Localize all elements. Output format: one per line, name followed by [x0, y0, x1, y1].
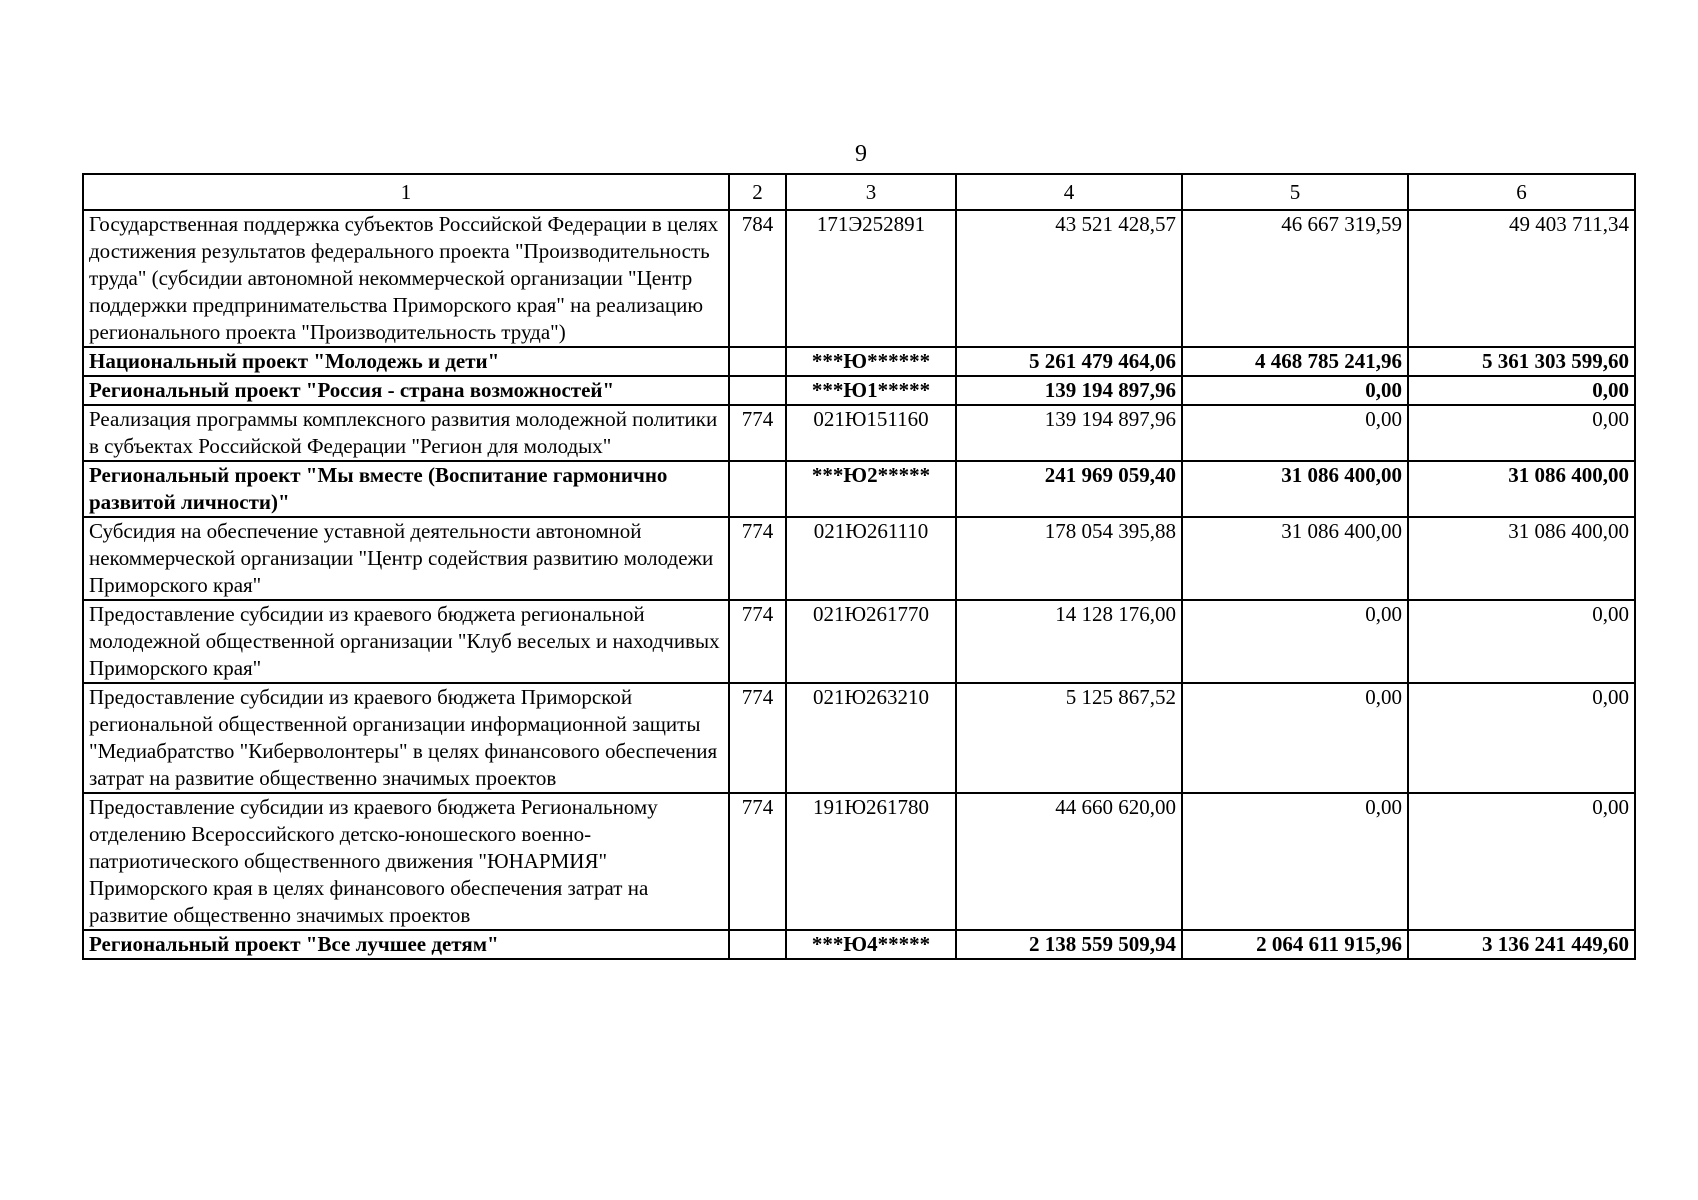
budget-table: [82, 173, 1636, 960]
row-value-col5-cell: 31 086 400,00: [1182, 461, 1408, 517]
row-value-col5-cell: 0,00: [1182, 405, 1408, 461]
row-classifier-cell: 021Ю151160: [786, 405, 956, 461]
row-code-cell: [729, 461, 786, 517]
table-row: [83, 347, 1635, 376]
row-name-cell: Региональный проект "Мы вместе (Воспитание гармонично развитой личности)": [83, 461, 729, 517]
header-col-6: 6: [1408, 174, 1635, 210]
row-value-col6-cell: 31 086 400,00: [1408, 517, 1635, 600]
row-name-cell: Национальный проект "Молодежь и дети": [83, 347, 729, 376]
row-value-col4-cell: 139 194 897,96: [956, 405, 1182, 461]
header-col-4: 4: [956, 174, 1182, 210]
row-name-cell: Предоставление субсидии из краевого бюджета Региональному отделению Всероссийского детско-юношеского военно-патриотического общественного движения "ЮНАРМИЯ" Приморского края в целях финансового обеспечения затрат на развитие общественно значимых проектов: [83, 793, 729, 930]
header-row: [83, 174, 1635, 210]
header-col-5: 5: [1182, 174, 1408, 210]
row-value-col5-cell: 0,00: [1182, 793, 1408, 930]
row-value-col4-cell: 43 521 428,57: [956, 210, 1182, 347]
row-code-cell: 774: [729, 405, 786, 461]
row-name-cell: Реализация программы комплексного развития молодежной политики в субъектах Российской Федерации "Регион для молодых": [83, 405, 729, 461]
row-name-cell: Государственная поддержка субъектов Российской Федерации в целях достижения результатов федерального проекта "Производительность труда" (субсидии автономной некоммерческой организации "Центр поддержки предпринимательства Приморского края" на реализацию регионального проекта "Производительность труда"): [83, 210, 729, 347]
row-code-cell: [729, 347, 786, 376]
row-value-col6-cell: 0,00: [1408, 683, 1635, 793]
table-row: [83, 930, 1635, 959]
row-name-cell: Региональный проект "Россия - страна возможностей": [83, 376, 729, 405]
row-classifier-cell: ***Ю2*****: [786, 461, 956, 517]
row-code-cell: [729, 930, 786, 959]
row-classifier-cell: 021Ю261110: [786, 517, 956, 600]
table-row: [83, 376, 1635, 405]
row-code-cell: 774: [729, 683, 786, 793]
table-body: [83, 210, 1635, 959]
row-name-cell: Предоставление субсидии из краевого бюджета Приморской региональной общественной организации информационной защиты "Медиабратство "Киберволонтеры" в целях финансового обеспечения затрат на развитие общественно значимых проектов: [83, 683, 729, 793]
row-value-col5-cell: 0,00: [1182, 600, 1408, 683]
table-row: [83, 210, 1635, 347]
header-col-1: 1: [83, 174, 729, 210]
table-row: [83, 517, 1635, 600]
row-value-col5-cell: 4 468 785 241,96: [1182, 347, 1408, 376]
row-value-col4-cell: 2 138 559 509,94: [956, 930, 1182, 959]
row-classifier-cell: 021Ю263210: [786, 683, 956, 793]
row-classifier-cell: 171Э252891: [786, 210, 956, 347]
row-value-col5-cell: 31 086 400,00: [1182, 517, 1408, 600]
row-value-col6-cell: 5 361 303 599,60: [1408, 347, 1635, 376]
row-value-col6-cell: 49 403 711,34: [1408, 210, 1635, 347]
row-classifier-cell: ***Ю4*****: [786, 930, 956, 959]
table-row: [83, 461, 1635, 517]
row-name-cell: Региональный проект "Все лучшее детям": [83, 930, 729, 959]
row-value-col5-cell: 46 667 319,59: [1182, 210, 1408, 347]
row-classifier-cell: 021Ю261770: [786, 600, 956, 683]
page-number: 9: [855, 141, 867, 167]
row-value-col6-cell: 31 086 400,00: [1408, 461, 1635, 517]
row-value-col6-cell: 0,00: [1408, 600, 1635, 683]
row-value-col6-cell: 0,00: [1408, 405, 1635, 461]
table-row: [83, 683, 1635, 793]
row-code-cell: 774: [729, 600, 786, 683]
row-name-cell: Предоставление субсидии из краевого бюджета региональной молодежной общественной организации "Клуб веселых и находчивых Приморского края": [83, 600, 729, 683]
row-code-cell: 774: [729, 517, 786, 600]
row-name-cell: Субсидия на обеспечение уставной деятельности автономной некоммерческой организации "Центр содействия развитию молодежи Приморского края": [83, 517, 729, 600]
row-classifier-cell: ***Ю******: [786, 347, 956, 376]
table-row: [83, 600, 1635, 683]
row-code-cell: 784: [729, 210, 786, 347]
row-value-col4-cell: 178 054 395,88: [956, 517, 1182, 600]
row-code-cell: 774: [729, 793, 786, 930]
table-row: [83, 405, 1635, 461]
header-col-2: 2: [729, 174, 786, 210]
row-value-col4-cell: 5 125 867,52: [956, 683, 1182, 793]
row-value-col5-cell: 2 064 611 915,96: [1182, 930, 1408, 959]
row-classifier-cell: 191Ю261780: [786, 793, 956, 930]
table-row: [83, 793, 1635, 930]
row-value-col4-cell: 241 969 059,40: [956, 461, 1182, 517]
row-classifier-cell: ***Ю1*****: [786, 376, 956, 405]
header-col-3: 3: [786, 174, 956, 210]
row-value-col6-cell: 0,00: [1408, 376, 1635, 405]
row-value-col4-cell: 14 128 176,00: [956, 600, 1182, 683]
row-value-col5-cell: 0,00: [1182, 683, 1408, 793]
row-value-col5-cell: 0,00: [1182, 376, 1408, 405]
row-value-col4-cell: 139 194 897,96: [956, 376, 1182, 405]
row-value-col4-cell: 5 261 479 464,06: [956, 347, 1182, 376]
row-code-cell: [729, 376, 786, 405]
row-value-col6-cell: 0,00: [1408, 793, 1635, 930]
row-value-col6-cell: 3 136 241 449,60: [1408, 930, 1635, 959]
row-value-col4-cell: 44 660 620,00: [956, 793, 1182, 930]
